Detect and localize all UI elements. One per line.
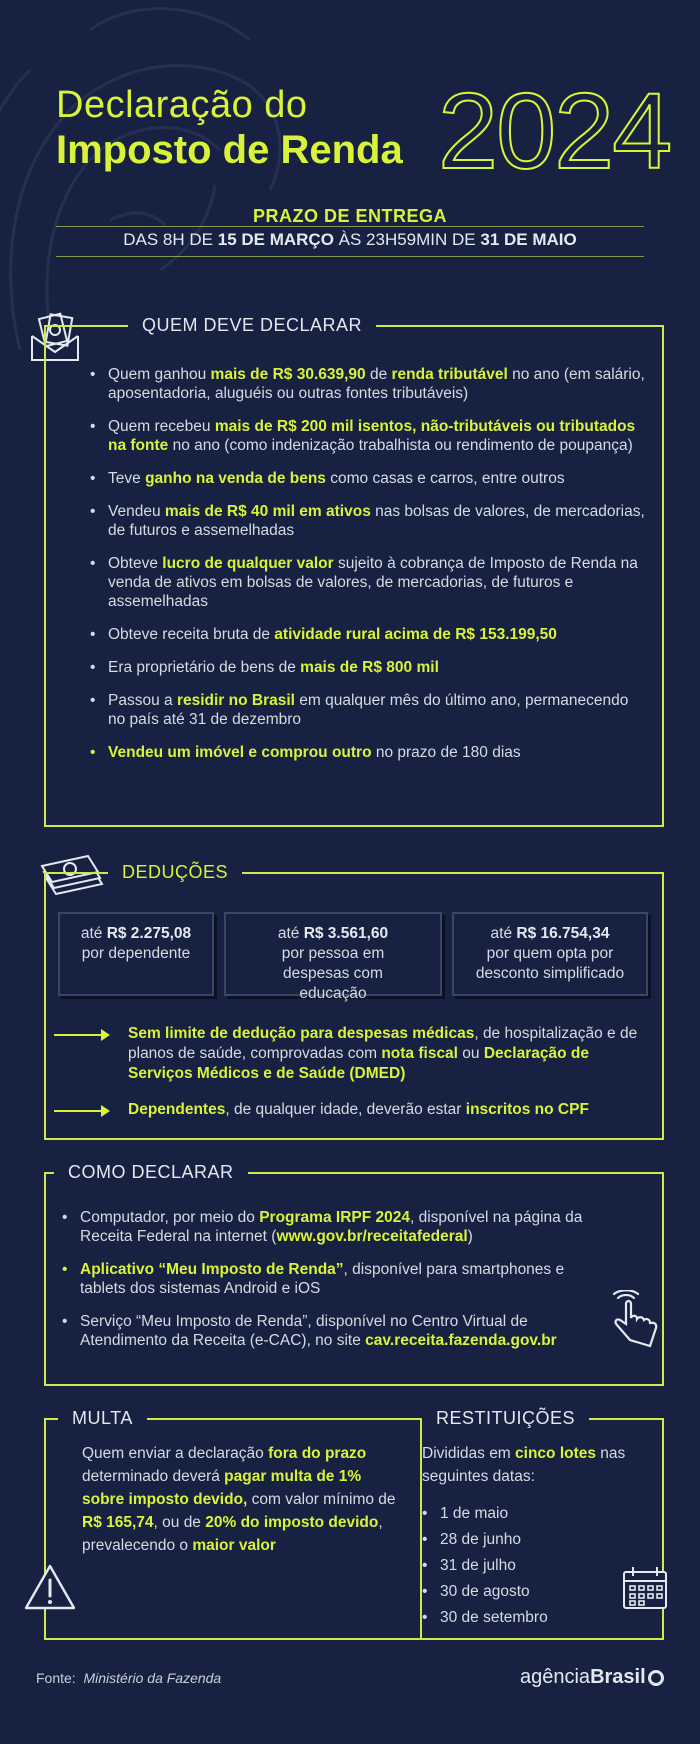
quem-box <box>44 315 664 827</box>
list-item: • Passou a residir no Brasil em qualquer mês do último ano, permanecendo no país até 31 de dezembro <box>86 691 646 729</box>
list-item: • 1 de maio <box>418 1504 618 1523</box>
list-item: • Teve ganho na venda de bens como casas e carros, entre outros <box>86 469 646 488</box>
deducao-card-educacao: até R$ 3.561,60 por pessoa em despesas com educação <box>224 912 442 996</box>
arrow-icon <box>54 1110 108 1112</box>
title-line-2: Imposto de Renda <box>56 128 403 172</box>
list-item: • Computador, por meio do Programa IRPF 2024, disponível na página da Receita Federal na internet (www.gov.br/receitafederal) <box>58 1208 598 1246</box>
list-item: • Aplicativo “Meu Imposto de Renda”, disponível para smartphones e tablets dos sistemas Android e iOS <box>58 1260 598 1298</box>
year-title: 2024 <box>438 70 671 191</box>
restituicoes-intro: Divididas em cinco lotes nas seguintes datas: <box>422 1445 626 1485</box>
list-item: • Obteve receita bruta de atividade rural acima de R$ 153.199,50 <box>86 625 646 644</box>
prazo-line <box>0 230 700 250</box>
touch-hand-icon <box>604 1290 668 1350</box>
deducao-card-dependente: até R$ 2.275,08 por dependente <box>58 912 214 996</box>
prazo-divider-bottom <box>56 256 644 257</box>
multa-text: Quem enviar a declaração fora do prazo determinado deverá pagar multa de 1% sobre imposto devido, com valor mínimo de R$ 165,74, ou de 20% do imposto devido, prevalecendo o maior valor <box>82 1445 396 1554</box>
list-item: • Quem ganhou mais de R$ 30.639,90 de renda tributável no ano (em salário, aposentadoria, aluguéis ou outras fontes tributáveis) <box>86 365 646 403</box>
prazo-mid: ÀS 23H59MIN DE <box>333 230 481 249</box>
prazo-divider-top <box>56 226 644 227</box>
list-item: • Obteve lucro de qualquer valor sujeito à cobrança de Imposto de Renda na venda de ativos em bolsas de valores, de mercadorias, de futuros e assemelhadas <box>86 554 646 611</box>
footer-source: Fonte: Ministério da Fazenda <box>36 1670 222 1686</box>
list-item: • 28 de junho <box>418 1530 618 1549</box>
deducoes-legend: DEDUÇÕES <box>108 862 242 883</box>
quem-legend: QUEM DEVE DECLARAR <box>128 315 376 336</box>
prazo-end: 31 DE MAIO <box>480 230 577 249</box>
deducao-card-simplificado: até R$ 16.754,34 por quem opta por desconto simplificado <box>452 912 648 996</box>
como-legend: COMO DECLARAR <box>54 1162 248 1183</box>
list-item: • 30 de setembro <box>418 1608 618 1627</box>
warning-icon <box>22 1562 78 1612</box>
quem-list <box>86 365 646 776</box>
agencia-brasil-logo: agênciaBrasil <box>520 1666 664 1689</box>
como-list <box>58 1208 598 1364</box>
list-item: • Vendeu mais de R$ 40 mil em ativos nas bolsas de valores, de mercadorias, de futuros e assemelhadas <box>86 502 646 540</box>
multa-legend: MULTA <box>58 1408 147 1429</box>
list-item: • Quem recebeu mais de R$ 200 mil isentos, não-tributáveis ou tributados na fonte no ano (como indenização trabalhista ou rendimento de poupança) <box>86 417 646 455</box>
list-item: • Era proprietário de bens de mais de R$ 800 mil <box>86 658 646 677</box>
logo-ring-icon <box>648 1670 664 1686</box>
como-box <box>44 1162 664 1386</box>
list-item: • Serviço “Meu Imposto de Renda”, disponível no Centro Virtual de Atendimento da Receita (e-CAC), no site cav.receita.fazenda.gov.br <box>58 1312 598 1350</box>
deducao-note-medicas: Sem limite de dedução para despesas médicas, de hospitalização e de planos de saúde, comprovadas com nota fiscal ou Declaração de Serviços Médicos e de Saúde (DMED) <box>128 1025 638 1082</box>
list-item: • 31 de julho <box>418 1556 618 1575</box>
restituicoes-legend: RESTITUIÇÕES <box>422 1408 589 1429</box>
restituicoes-dates <box>418 1504 618 1634</box>
prazo-prefix: DAS 8H DE <box>123 230 218 249</box>
deducoes-box <box>44 862 664 1140</box>
calendar-icon <box>620 1564 672 1614</box>
prazo-title: PRAZO DE ENTREGA <box>252 206 447 226</box>
deducao-note-dependentes: Dependentes, de qualquer idade, deverão estar inscritos no CPF <box>128 1101 589 1118</box>
multa-box <box>44 1408 422 1640</box>
arrow-icon <box>54 1034 108 1036</box>
list-item: • 30 de agosto <box>418 1582 618 1601</box>
prazo-start: 15 DE MARÇO <box>217 230 334 249</box>
list-item: • Vendeu um imóvel e comprou outro no prazo de 180 dias <box>86 743 646 762</box>
title-line-1: Declaração do <box>56 84 308 126</box>
